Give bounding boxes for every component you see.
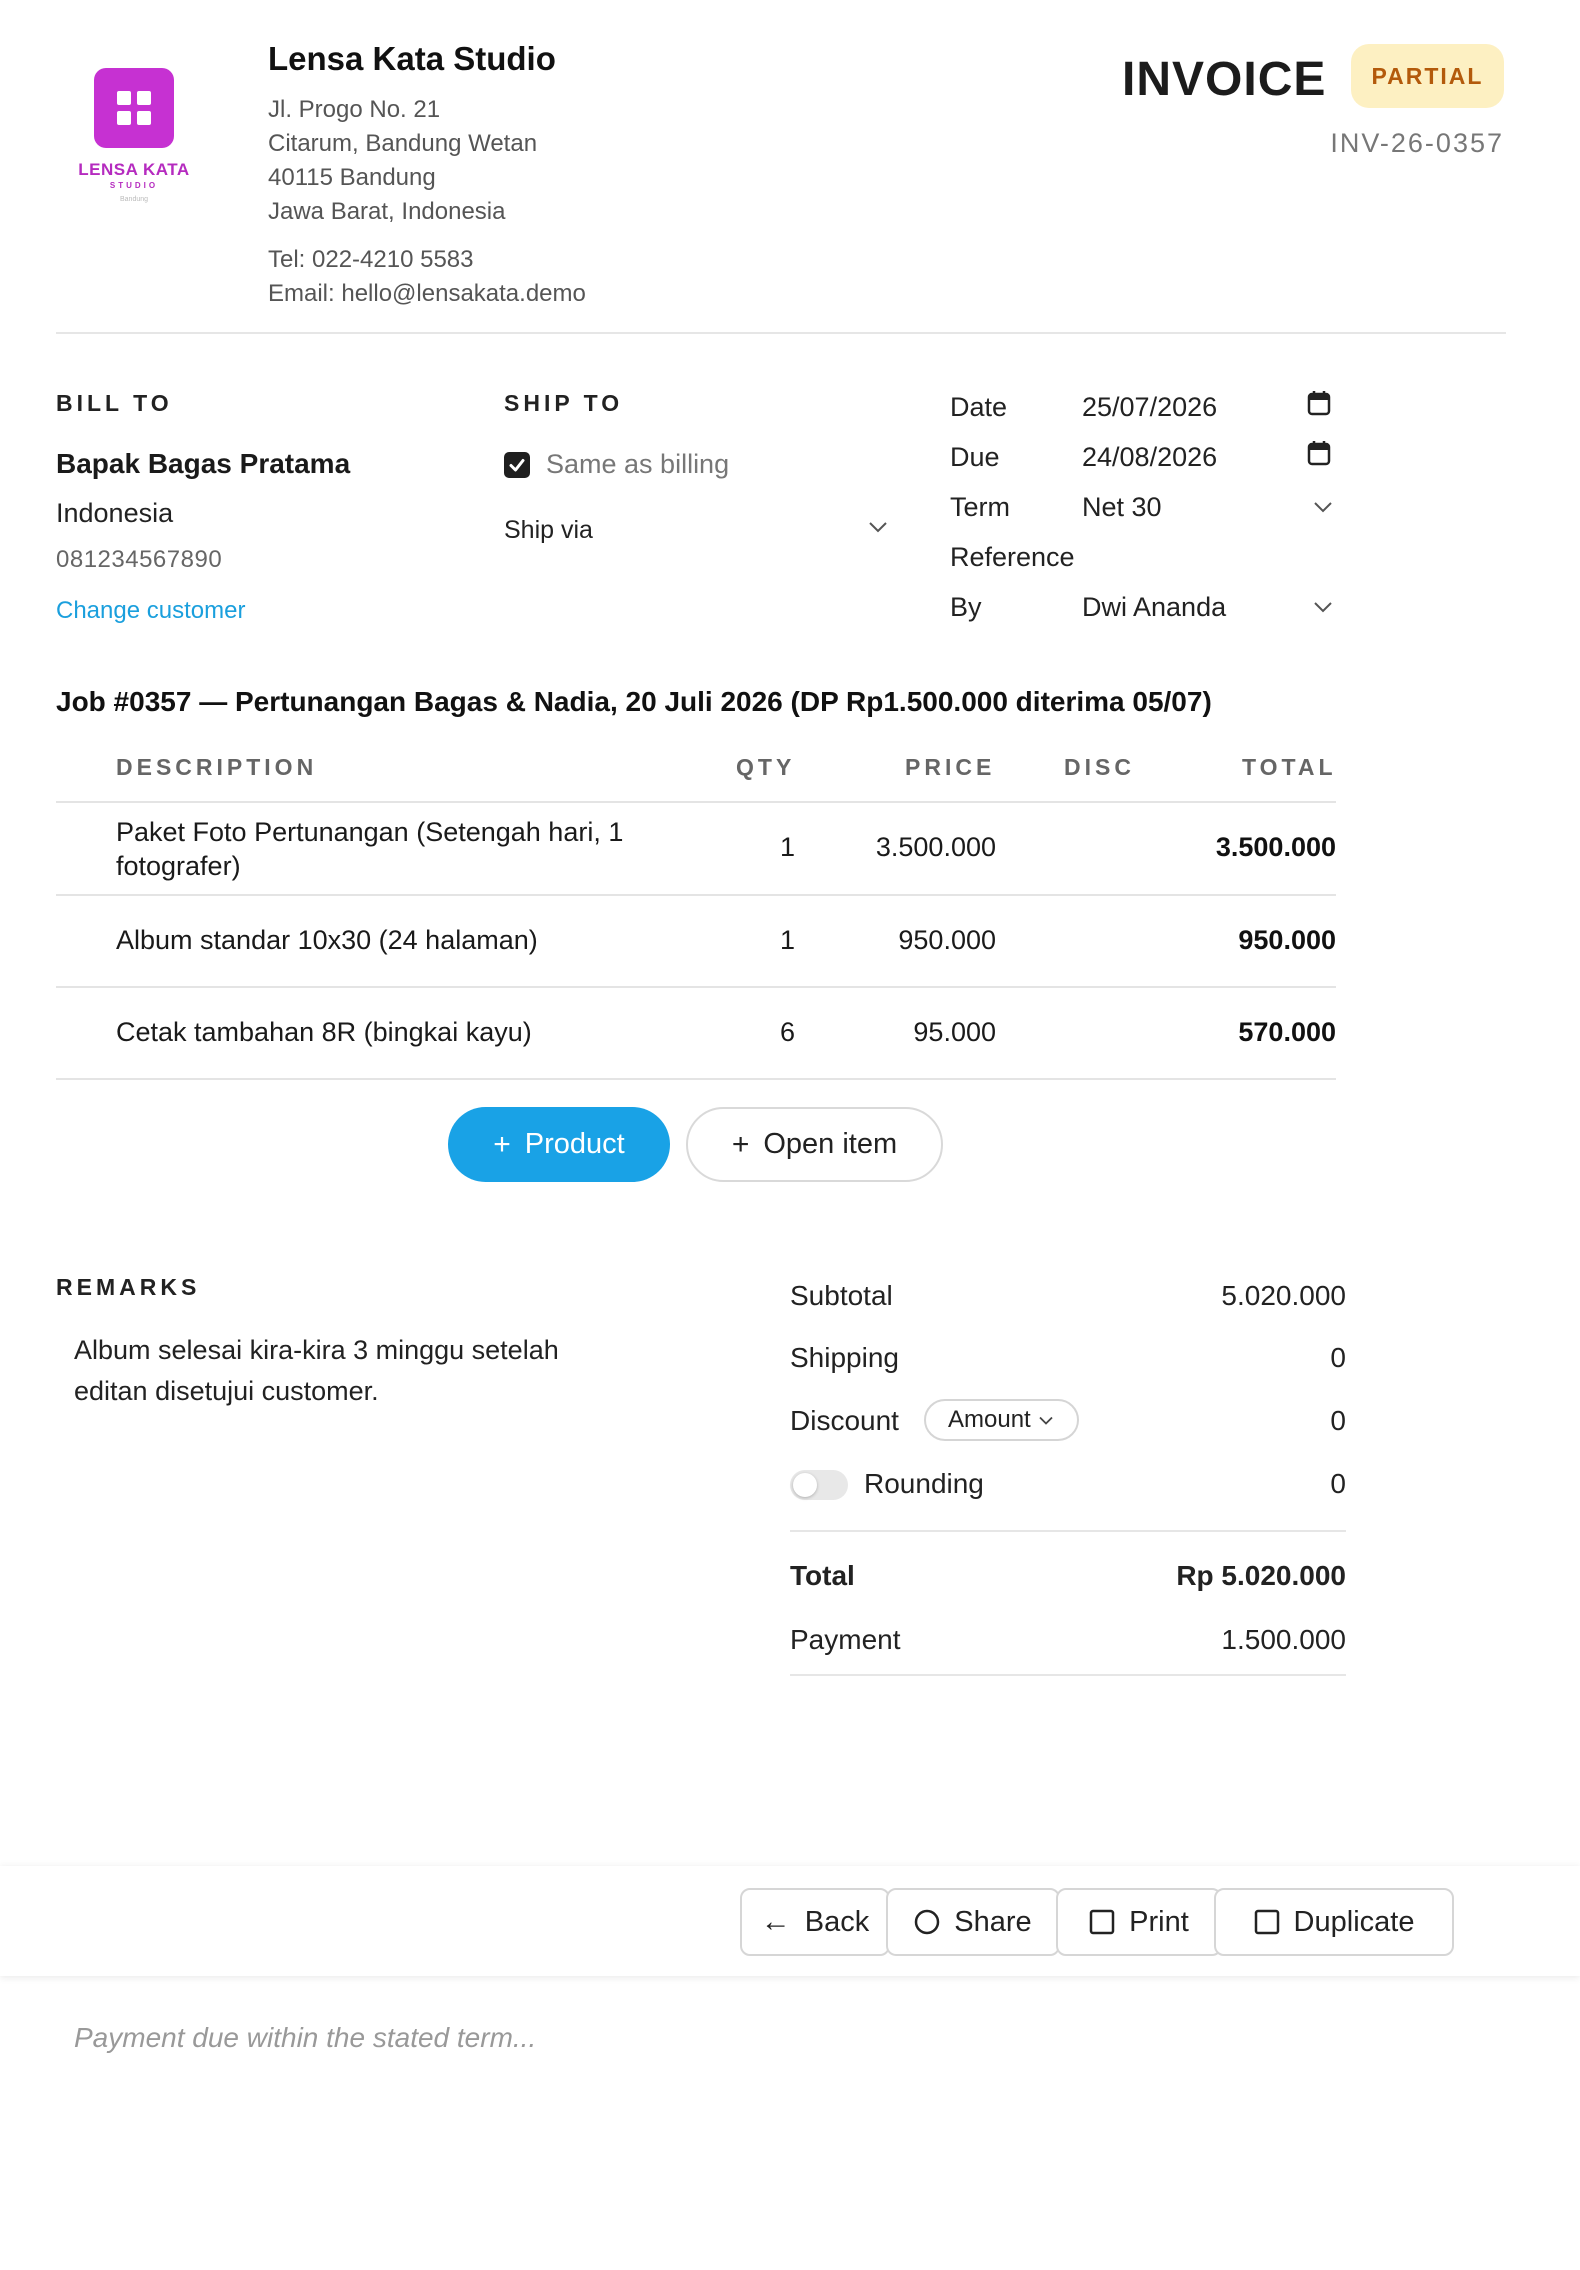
row-description: Album standar 10x30 (24 halaman) (116, 925, 538, 955)
summary-divider (790, 1674, 1346, 1676)
row-price: 950.000 (898, 925, 996, 955)
back-label: Back (804, 1905, 870, 1938)
discount-mode-value: Amount (948, 1406, 1031, 1433)
rounding-toggle[interactable] (790, 1470, 848, 1500)
change-customer-link[interactable]: Change customer (56, 597, 246, 624)
checkmark-icon (508, 456, 526, 474)
toggle-knob (793, 1473, 817, 1497)
job-title: Job #0357 — Pertunangan Bagas & Nadia, 20 Juli 2026 (DP Rp1.500.000 diterima 05/07) (56, 686, 1212, 717)
row-price: 95.000 (913, 1017, 996, 1047)
company-logo-icon (94, 68, 174, 148)
column-header-description: DESCRIPTION (116, 754, 318, 780)
plus-icon: + (731, 1127, 750, 1161)
status-badge: PARTIAL (1351, 44, 1504, 108)
arrow-left-icon: ← (760, 1905, 791, 1938)
payment-label: Payment (790, 1624, 901, 1655)
print-button[interactable] (1056, 1888, 1222, 1956)
row-qty: 6 (780, 1017, 796, 1047)
logo-subtext: STUDIO (109, 181, 159, 190)
add-product-button[interactable] (448, 1107, 670, 1182)
discount-mode-select[interactable] (924, 1399, 1079, 1441)
row-qty: 1 (780, 832, 796, 862)
remarks-label: REMARKS (56, 1274, 201, 1300)
table-row[interactable] (56, 896, 1336, 986)
chevron-down-icon[interactable] (1313, 501, 1333, 513)
add-product-label: Product (524, 1128, 625, 1160)
column-header-qty: QTY (736, 754, 796, 780)
duplicate-button[interactable] (1214, 1888, 1454, 1956)
customer-phone: 081234567890 (56, 546, 223, 573)
same-as-billing-checkbox[interactable] (504, 452, 530, 478)
invoice-number: INV-26-0357 (1330, 128, 1504, 158)
row-description: Cetak tambahan 8R (bingkai kayu) (116, 1017, 532, 1047)
logo-city: Bandung (119, 196, 149, 203)
chevron-down-icon[interactable] (868, 521, 888, 533)
total-label: Total (790, 1560, 855, 1591)
row-total: 570.000 (1238, 1017, 1336, 1047)
company-tel: Tel: 022-4210 5583 (268, 246, 474, 273)
discount-input[interactable]: 0 (1330, 1405, 1346, 1436)
add-open-item-label: Open item (763, 1128, 898, 1160)
total-value: Rp 5.020.000 (1176, 1560, 1346, 1591)
company-address-line: Jl. Progo No. 21 (268, 96, 441, 123)
row-description: Paket Foto Pertunangan (Setengah hari, 1 fotografer) (116, 817, 624, 881)
table-row[interactable] (56, 803, 1336, 893)
company-address-line: Jawa Barat, Indonesia (268, 198, 506, 225)
shipping-label: Shipping (790, 1342, 899, 1373)
row-qty: 1 (780, 925, 796, 955)
print-icon (1089, 1909, 1115, 1935)
company-email: Email: hello@lensakata.demo (268, 280, 586, 307)
calendar-icon[interactable] (1307, 390, 1331, 416)
summary-divider (790, 1530, 1346, 1532)
by-label: By (950, 592, 982, 622)
invoice-title: INVOICE (1122, 53, 1327, 106)
date-label: Date (950, 392, 1008, 422)
rounding-label: Rounding (864, 1468, 984, 1499)
chevron-down-icon (1039, 1416, 1053, 1425)
company-address-line: 40115 Bandung (268, 164, 436, 191)
column-header-price: PRICE (905, 754, 996, 780)
table-divider (56, 1078, 1336, 1080)
duplicate-label: Duplicate (1293, 1905, 1415, 1938)
calendar-icon[interactable] (1307, 440, 1331, 466)
ship-via-select[interactable]: Ship via (504, 516, 593, 544)
row-price: 3.500.000 (875, 832, 996, 862)
back-button[interactable] (740, 1888, 890, 1956)
plus-icon: + (493, 1127, 511, 1161)
bill-to-label: BILL TO (56, 390, 173, 416)
footer-note-input[interactable]: Payment due within the stated term... (74, 2022, 537, 2053)
chevron-down-icon[interactable] (1313, 601, 1333, 613)
customer-name: Bapak Bagas Pratama (56, 448, 351, 479)
table-row[interactable] (56, 988, 1336, 1078)
header-divider (56, 332, 1506, 334)
share-button[interactable] (886, 1888, 1060, 1956)
by-select[interactable]: Dwi Ananda (1082, 592, 1227, 622)
row-total: 3.500.000 (1215, 832, 1336, 862)
reference-label: Reference (950, 542, 1075, 572)
term-select[interactable]: Net 30 (1082, 492, 1162, 522)
date-field[interactable]: 25/07/2026 (1082, 392, 1218, 422)
column-header-total: TOTAL (1242, 754, 1337, 780)
payment-value: 1.500.000 (1221, 1624, 1346, 1655)
share-label: Share (954, 1905, 1032, 1938)
discount-label: Discount (790, 1405, 899, 1436)
company-name: Lensa Kata Studio (268, 40, 556, 77)
logo-text: LENSA KATA (78, 160, 190, 179)
share-icon (914, 1909, 940, 1935)
add-open-item-button[interactable] (686, 1107, 943, 1182)
column-header-disc: DISC (1064, 754, 1135, 780)
shipping-input[interactable]: 0 (1330, 1342, 1346, 1373)
due-date-field[interactable]: 24/08/2026 (1082, 442, 1218, 472)
due-label: Due (950, 442, 1000, 472)
subtotal-value: 5.020.000 (1221, 1280, 1346, 1311)
term-label: Term (950, 492, 1010, 522)
duplicate-icon (1254, 1909, 1280, 1935)
print-label: Print (1129, 1905, 1189, 1938)
company-address-line: Citarum, Bandung Wetan (268, 130, 538, 157)
remarks-textarea[interactable]: Album selesai kira-kira 3 minggu setelah editan disetujui customer. (74, 1335, 559, 1406)
same-as-billing-label: Same as billing (546, 449, 730, 479)
row-total: 950.000 (1238, 925, 1336, 955)
customer-country: Indonesia (56, 498, 174, 528)
subtotal-label: Subtotal (790, 1280, 893, 1311)
rounding-value: 0 (1330, 1468, 1346, 1499)
ship-to-label: SHIP TO (504, 390, 624, 416)
